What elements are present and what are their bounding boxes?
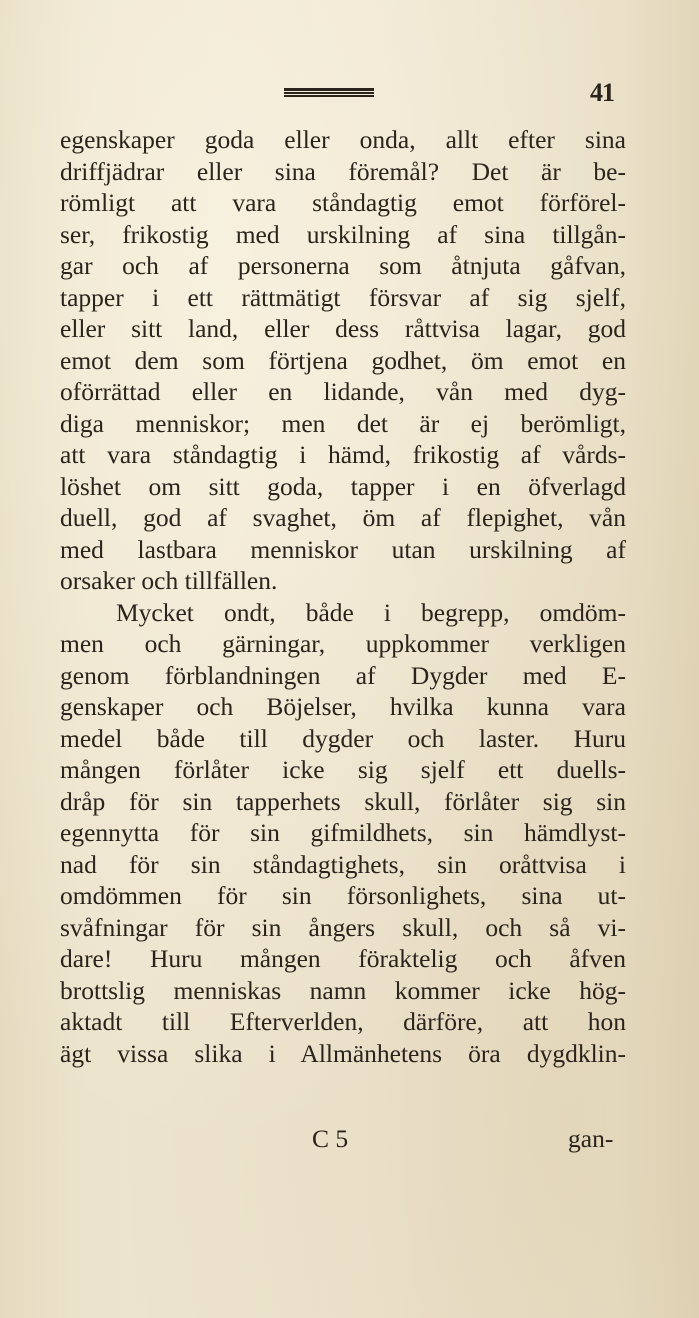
text-line: gar och af personerna som åtnjuta gåfvan, (60, 251, 626, 280)
text-line: egennytta för sin gifmildhets, sin hämdlyst- (60, 818, 626, 847)
text-line: löshet om sitt goda, tapper i en öfverlagd (60, 471, 626, 501)
text-line: diga menniskor; men det är ej berömligt, (60, 408, 626, 438)
text-line: emot dem som förtjena godhet, öm emot en (60, 345, 626, 375)
text-line: medel både till dygder och laster. Huru (60, 723, 626, 753)
signature-mark: C 5 (312, 1124, 349, 1153)
text-line: omdömmen för sin försonlighets, sina ut- (60, 881, 626, 910)
text-line: dare! Huru mången föraktelig och åfven (60, 944, 626, 973)
text-line: oförrättad eller en lidande, vån med dyg- (60, 377, 626, 406)
text-line: att vara ståndagtig i hämd, frikostig af vårds- (60, 440, 626, 469)
text-line: brottslig menniskas namn kommer icke hög- (60, 975, 626, 1005)
text-line: ser, frikostig med urskilning af sina tillgån- (60, 219, 626, 249)
text-line: genskaper och Böjelser, hvilka kunna vara (60, 692, 626, 721)
catchword: gan- (568, 1124, 614, 1153)
page-footer (0, 1124, 699, 1160)
text-line: duell, god af svaghet, öm af flepighet, vån (60, 503, 626, 532)
text-line: eller sitt land, eller dess råttvisa lagar, god (60, 314, 626, 343)
text-line: egenskaper goda eller onda, allt efter sina (60, 125, 626, 154)
page-number: 41 (590, 78, 614, 107)
text-line: orsaker och tillfällen. (60, 566, 278, 595)
header-ornament-rule (284, 88, 374, 97)
text-line: römligt att vara ståndagtig emot förförel- (60, 188, 626, 217)
text-line-paragraph-start: Mycket ondt, både i begrepp, omdöm- (116, 597, 626, 627)
text-line: men och gärningar, uppkommer verkligen (60, 629, 626, 658)
text-line: driffjädrar eller sina föremål? Det är be- (60, 156, 626, 186)
text-line: nad för sin ståndagtighets, sin oråttvisa i (60, 849, 626, 879)
text-line: ägt vissa slika i Allmänhetens öra dygdklin- (60, 1038, 626, 1068)
text-line: tapper i ett rättmätigt försvar af sig sjelf, (60, 282, 626, 312)
text-line: svåfningar för sin ångers skull, och så vi- (60, 912, 626, 942)
text-line: dråp för sin tapperhets skull, förlåter sig sin (60, 786, 626, 816)
text-line: mången förlåter icke sig sjelf ett duells- (60, 755, 626, 784)
text-line: med lastbara menniskor utan urskilning af (60, 534, 626, 564)
text-line: genom förblandningen af Dygder med E- (60, 660, 626, 690)
text-line: aktadt till Efterverlden, därföre, att hon (60, 1007, 626, 1036)
body-text (60, 124, 626, 1069)
